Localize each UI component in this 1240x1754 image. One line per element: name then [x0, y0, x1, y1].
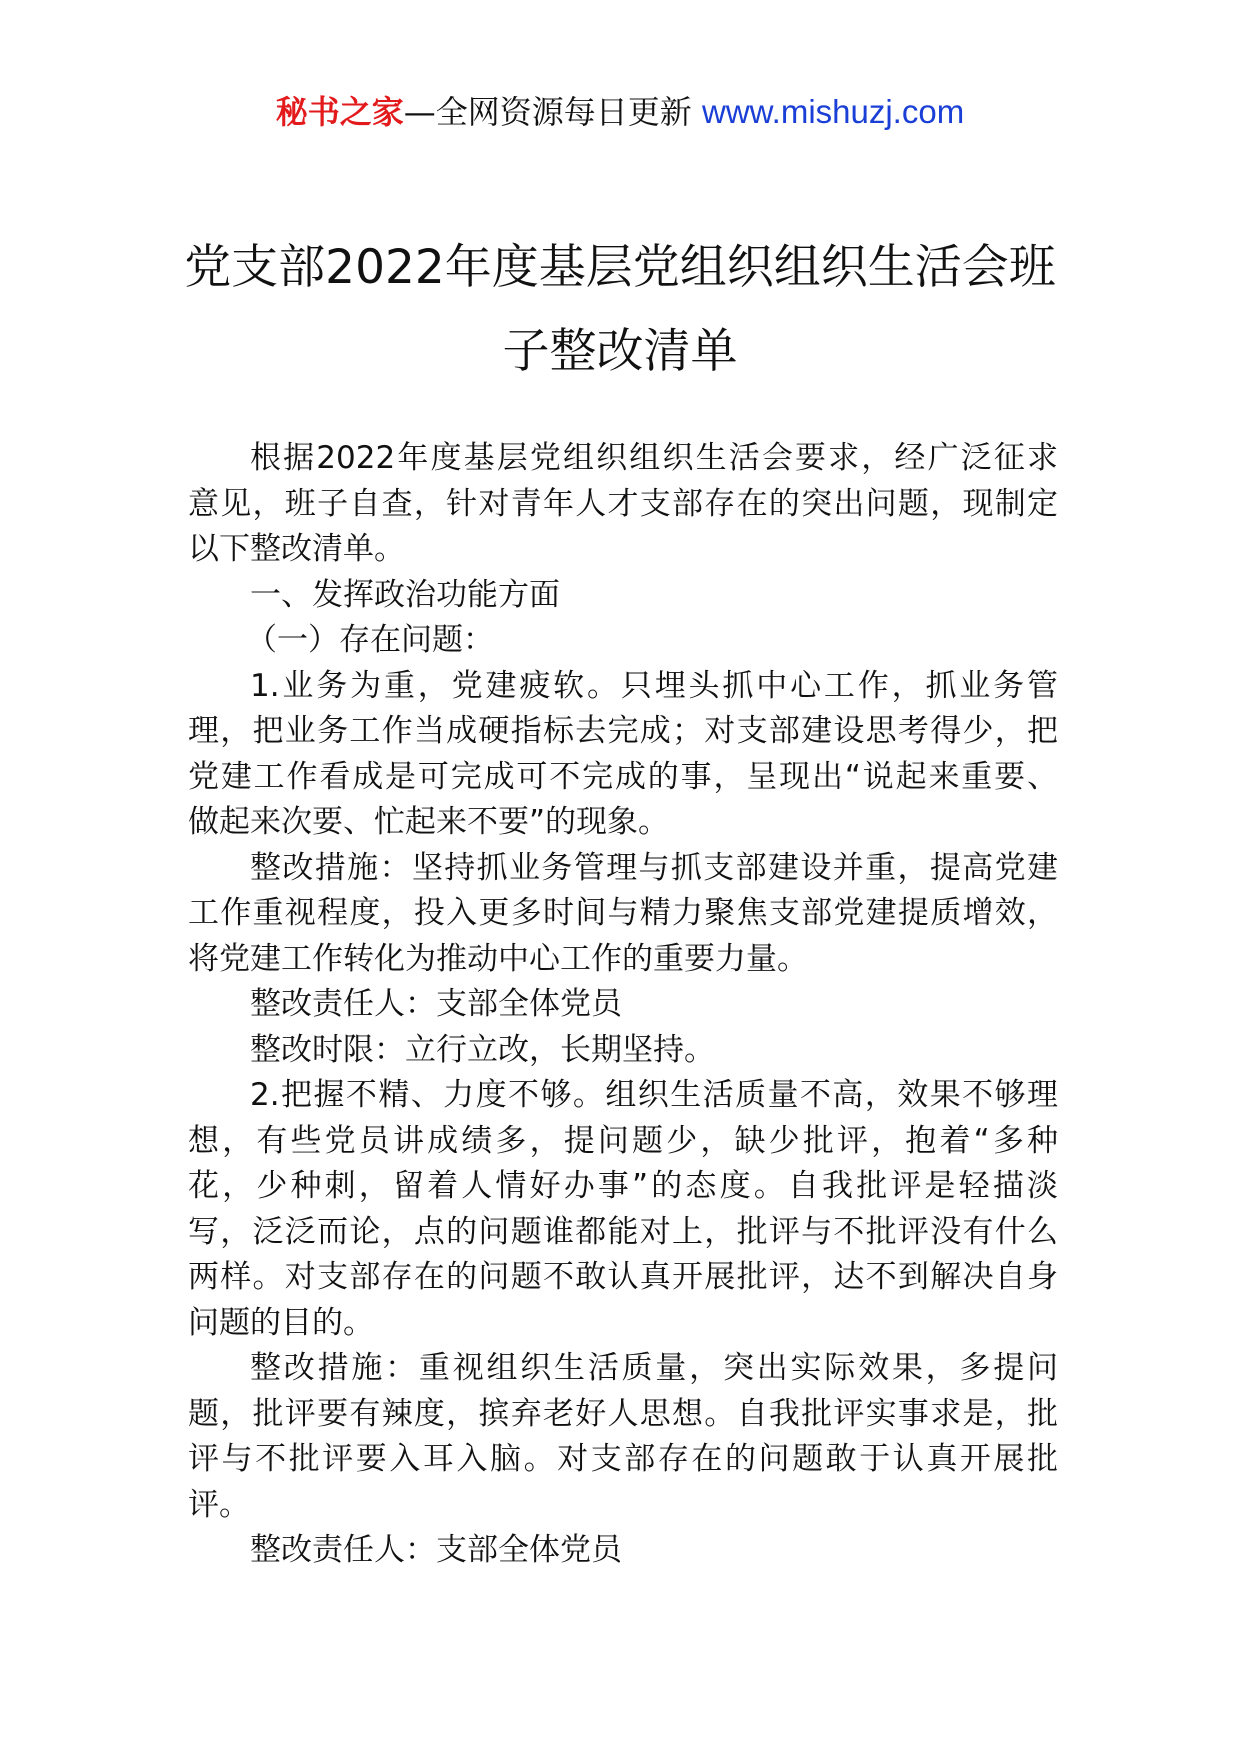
responsible-person-1: 整改责任人：支部全体党员 — [250, 986, 622, 1022]
text-line: 将党建工作转化为推动中心工作的重要力量。 — [188, 940, 808, 977]
section-heading: 一、发挥政治功能方面 — [250, 576, 560, 613]
text-line: 2.把握不精、力度不够。组织生活质量不高，效果不够理 — [250, 1077, 1058, 1113]
text-line: 写，泛泛而论，点的问题谁都能对上，批评与不批评没有什么 — [188, 1213, 1058, 1250]
measures-paragraph-2 — [188, 1346, 1058, 1528]
document-body — [188, 436, 1058, 1574]
site-header — [0, 92, 1240, 132]
intro-paragraph — [188, 436, 1058, 573]
text-line: 评与不批评要入耳入脑。对支部存在的问题敢于认真开展批 — [188, 1441, 1058, 1477]
title-line-1: 党支部2022年度基层党组织组织生活会班 — [184, 240, 1056, 295]
text-line: 以下整改清单。 — [188, 531, 405, 567]
problem-item-1 — [188, 664, 1058, 846]
measures-paragraph-1 — [188, 846, 1058, 983]
responsible-person-2: 整改责任人：支部全体党员 — [250, 1532, 622, 1568]
text-line: 根据2022年度基层党组织组织生活会要求，经广泛征求 — [250, 440, 1058, 476]
title-line-2: 子整改清单 — [502, 324, 738, 379]
deadline-1: 整改时限：立行立改，长期坚持。 — [250, 1031, 715, 1068]
text-line: 党建工作看成是可完成可不完成的事，呈现出“说起来重要、 — [188, 758, 1058, 795]
text-line: 题，批评要有辣度，摈弃老好人思想。自我批评实事求是，批 — [188, 1395, 1058, 1432]
text-line: 意见，班子自查，针对青年人才支部存在的突出问题，现制定 — [188, 485, 1058, 522]
text-line: 想，有些党员讲成绩多，提问题少，缺少批评，抱着“多种 — [188, 1122, 1058, 1159]
document-title — [150, 226, 1090, 394]
text-line: 1.业务为重，党建疲软。只埋头抓中心工作，抓业务管 — [250, 667, 1058, 704]
text-line: 理，把业务工作当成硬指标去完成；对支部建设思考得少，把 — [188, 713, 1058, 749]
text-line: 问题的目的。 — [188, 1304, 374, 1341]
problem-item-2 — [188, 1073, 1058, 1346]
site-tagline: —全网资源每日更新 — [403, 93, 702, 131]
site-url-link[interactable]: www.mishuzj.com — [701, 93, 965, 130]
brand-name: 秘书之家 — [275, 93, 404, 131]
text-line: 整改措施：重视组织生活质量，突出实际效果，多提问 — [250, 1350, 1058, 1386]
text-line: 两样。对支部存在的问题不敢认真开展批评，达不到解决自身 — [188, 1259, 1058, 1295]
text-line: 花，少种刺，留着人情好办事”的态度。自我批评是轻描淡 — [188, 1168, 1058, 1204]
text-line: 做起来次要、忙起来不要”的现象。 — [188, 804, 670, 840]
subsection-heading: （一）存在问题： — [246, 622, 494, 658]
text-line: 工作重视程度，投入更多时间与精力聚焦支部党建提质增效， — [188, 895, 1058, 931]
text-line: 整改措施：坚持抓业务管理与抓支部建设并重，提高党建 — [250, 849, 1058, 886]
text-line: 评。 — [188, 1486, 250, 1523]
